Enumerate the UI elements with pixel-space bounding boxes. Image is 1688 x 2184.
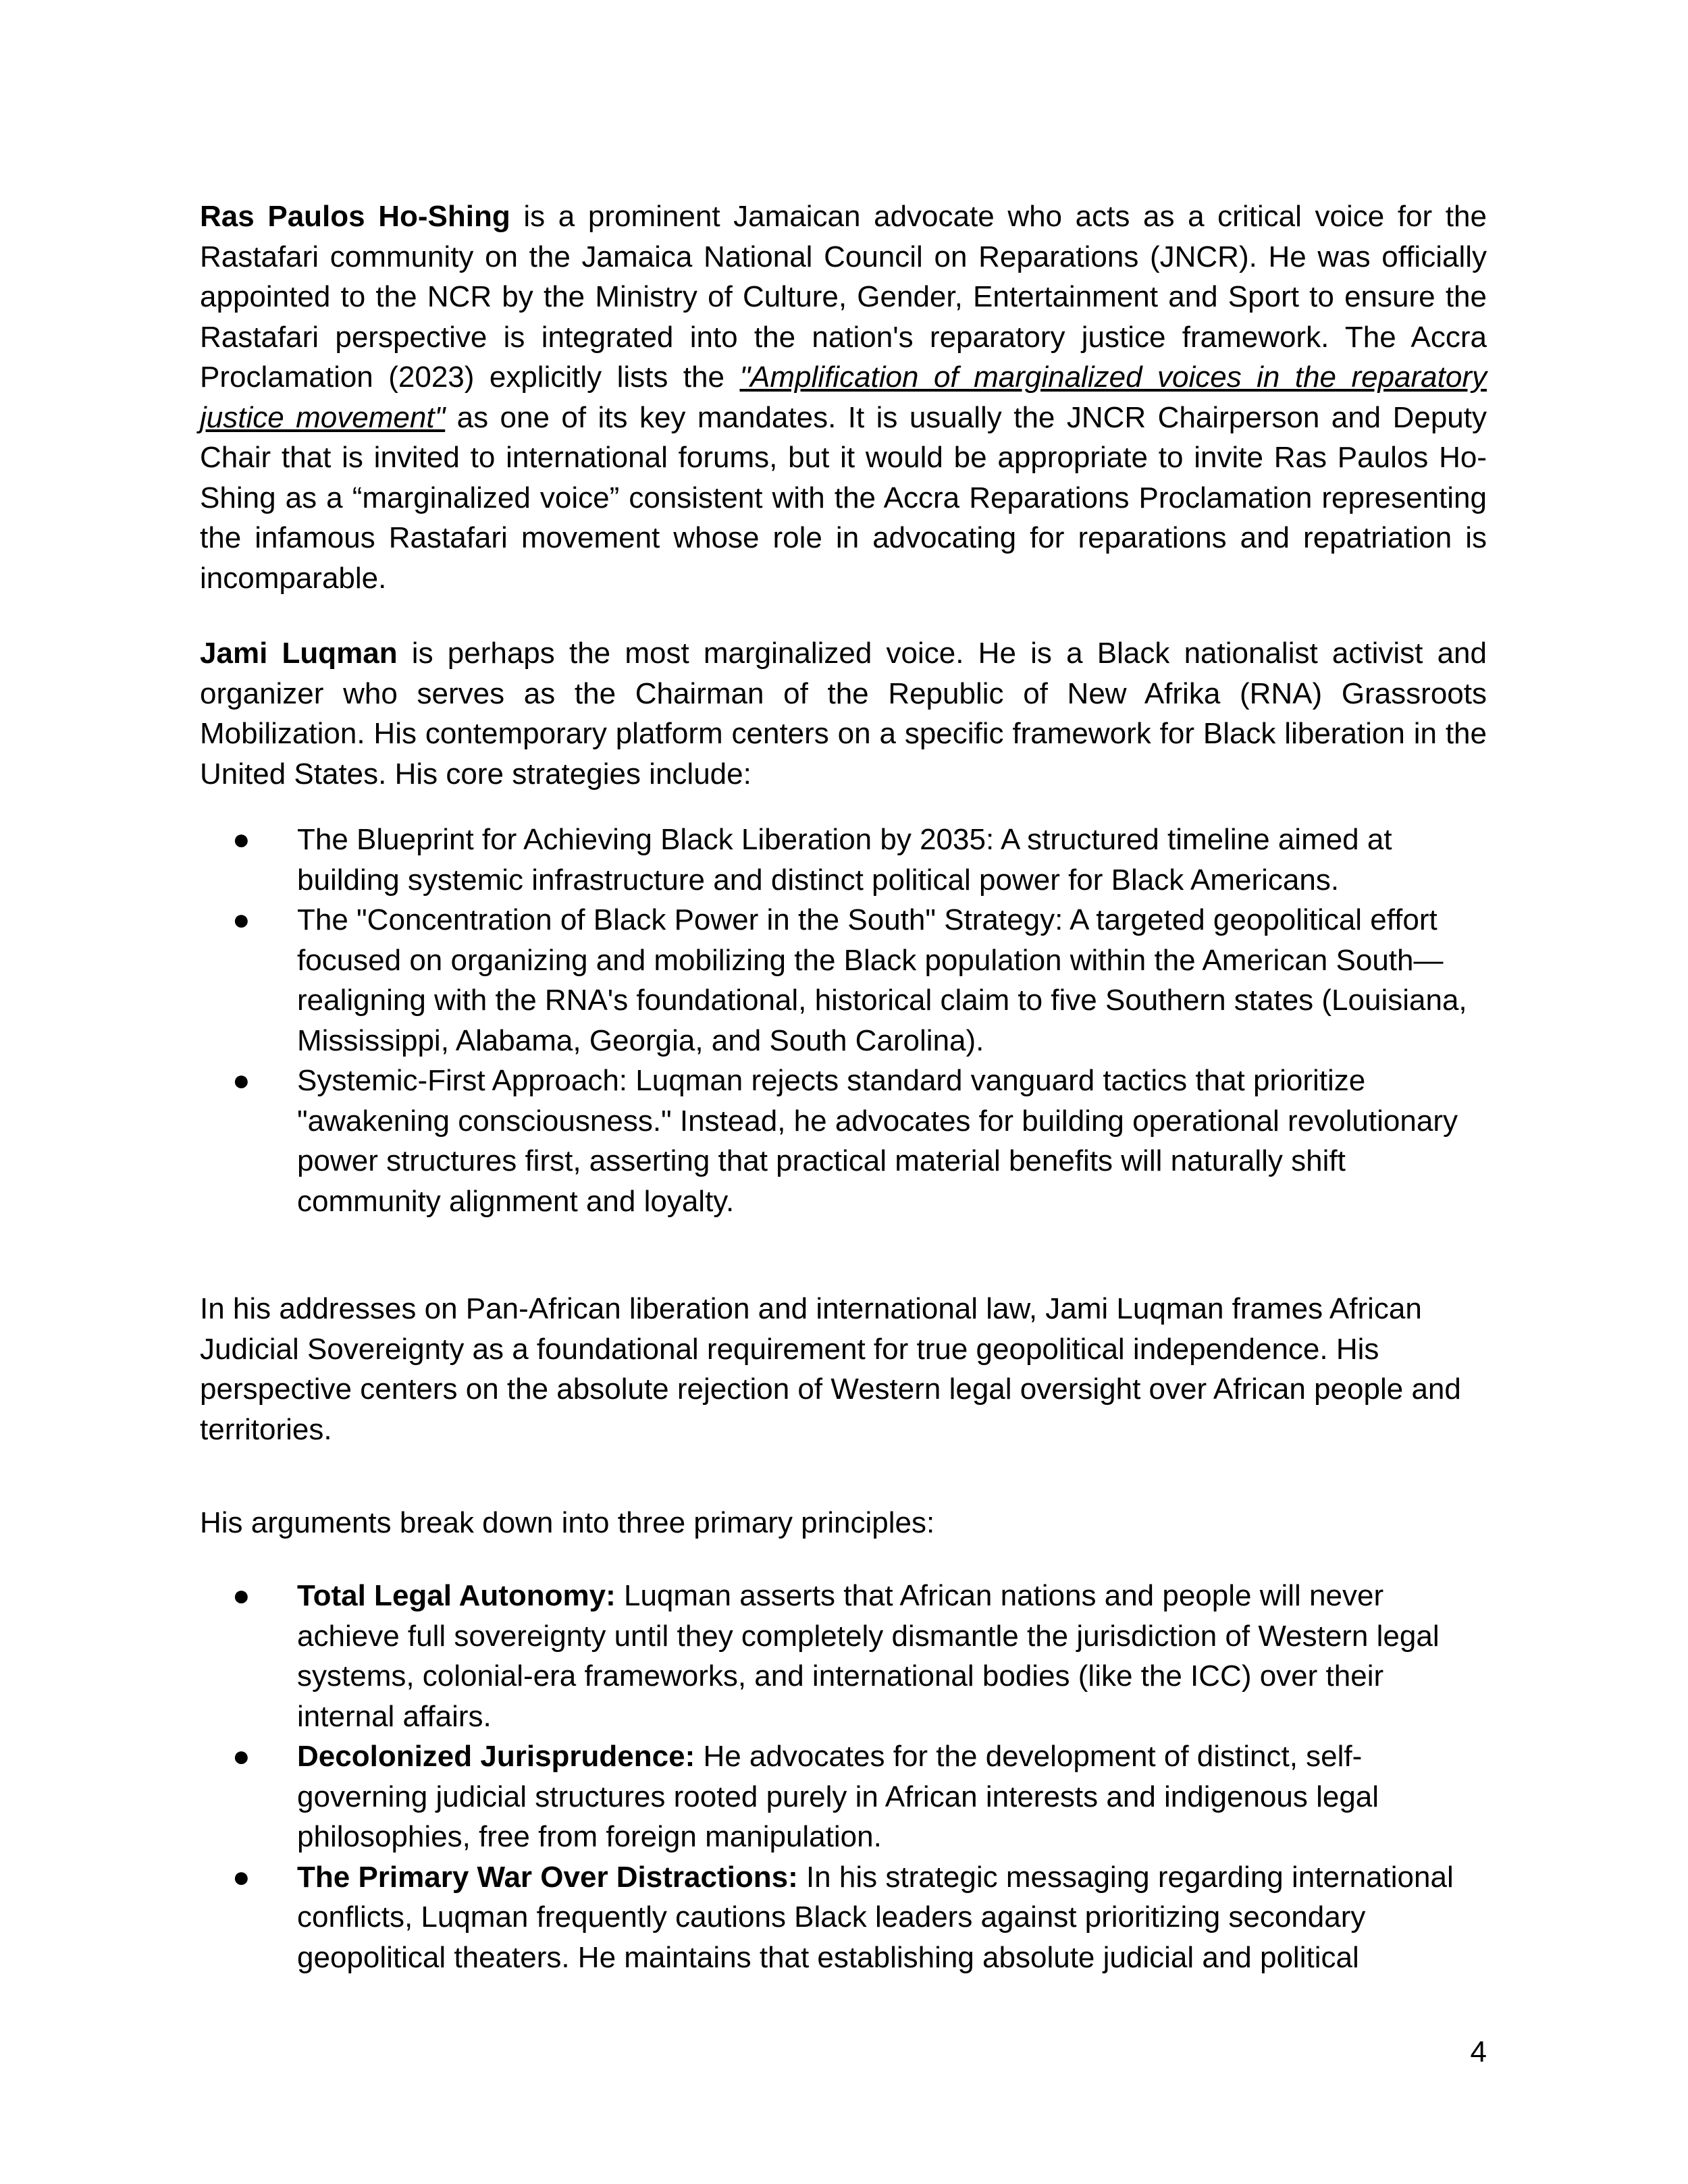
principle-text: Luqman asserts that African nations and people will never achieve full sovereignty until they completely dismantle the jurisdiction of Western legal systems, colonial-era frameworks, and international bodies (like the ICC) over their internal affairs. [297,1579,1440,1733]
bullet-icon: ● [232,1579,250,1612]
paragraph-ras-paulos [200,196,1487,598]
bullet-icon: ● [232,903,250,936]
paragraph-text: is perhaps the most marginalized voice. He is a Black nationalist activist and organizer who serves as the Chairman of the Republic of New Afrika (RNA) Grassroots Mobilization. His contemporary platform centers on a specific framework for Black liberation in the United States. His core strategies include: [200,637,1487,791]
name-ras-paulos: Ras Paulos Ho-Shing [200,200,510,233]
bullet-icon: ● [232,823,250,856]
list-item [200,1736,1487,1857]
strategies-list [200,820,1487,1221]
list-item [200,1857,1487,1978]
principle-title: Total Legal Autonomy: [297,1579,616,1612]
principle-title: Decolonized Jurisprudence: [297,1740,695,1773]
list-item-text: The "Concentration of Black Power in the South" Strategy: A targeted geopolitical effort focused on organizing and mobilizing the Black population within the American South—realigning with the RNA's foundational, historical claim to five Southern states (Louisiana, Mississippi, Alabama, Georgia, and South Carolina). [297,903,1467,1057]
principle-title: The Primary War Over Distractions: [297,1860,798,1894]
bullet-icon: ● [232,1860,250,1894]
list-item [200,1576,1487,1736]
paragraph-judicial-sovereignty: In his addresses on Pan-African liberation and international law, Jami Luqman frames African Judicial Sovereignty as a foundational requirement for true geopolitical independence. His perspective centers on the absolute rejection of Western legal oversight over African people and territories. [200,1292,1461,1446]
list-item [200,820,1487,900]
principle-text: In his strategic messaging regarding international conflicts, Luqman frequently cautions Black leaders against prioritizing secondary geopolitical theaters. He maintains that establishing absolute judicial and political [297,1860,1454,1974]
page-number: 4 [1470,2035,1487,2069]
paragraph-principles-intro: His arguments break down into three primary principles: [200,1506,935,1539]
list-item-text: Systemic-First Approach: Luqman rejects standard vanguard tactics that prioritize "awakening consciousness." Instead, he advocates for building operational revolutionary power structures first, asserting that practical material benefits will naturally shift community alignment and loyalty. [297,1064,1458,1218]
list-item [200,900,1487,1061]
paragraph-text: is a prominent Jamaican advocate who acts as a critical voice for the Rastafari community on the Jamaica National Council on Reparations (JNCR). He was officially appointed to the NCR by the Ministry of Culture, Gender, Entertainment and Sport to ensure the Rastafari perspective is integrated into the nation's reparatory justice framework. The Accra Proclamation (2023) explicitly lists the [200,200,1487,394]
paragraph-jami-luqman [200,633,1487,794]
accra-proclamation-quote-link[interactable]: "Amplification of marginalized voices in the reparatory justice movement" [200,361,1487,434]
principles-list [200,1576,1487,1977]
list-item-text: The Blueprint for Achieving Black Liberation by 2035: A structured timeline aimed at building systemic infrastructure and distinct political power for Black Americans. [297,823,1392,897]
bullet-icon: ● [232,1740,250,1773]
name-jami-luqman: Jami Luqman [200,637,398,670]
paragraph-text: as one of its key mandates. It is usually the JNCR Chairperson and Deputy Chair that is invited to international forums, but it would be appropriate to invite Ras Paulos Ho-Shing as a “marginalized voice” consistent with the Accra Reparations Proclamation representing the infamous Rastafari movement whose role in advocating for reparations and repatriation is incomparable. [200,400,1487,595]
bullet-icon: ● [232,1064,250,1097]
principle-text: He advocates for the development of distinct, self-governing judicial structures rooted purely in African interests and indigenous legal philosophies, free from foreign manipulation. [297,1740,1379,1853]
list-item [200,1061,1487,1221]
